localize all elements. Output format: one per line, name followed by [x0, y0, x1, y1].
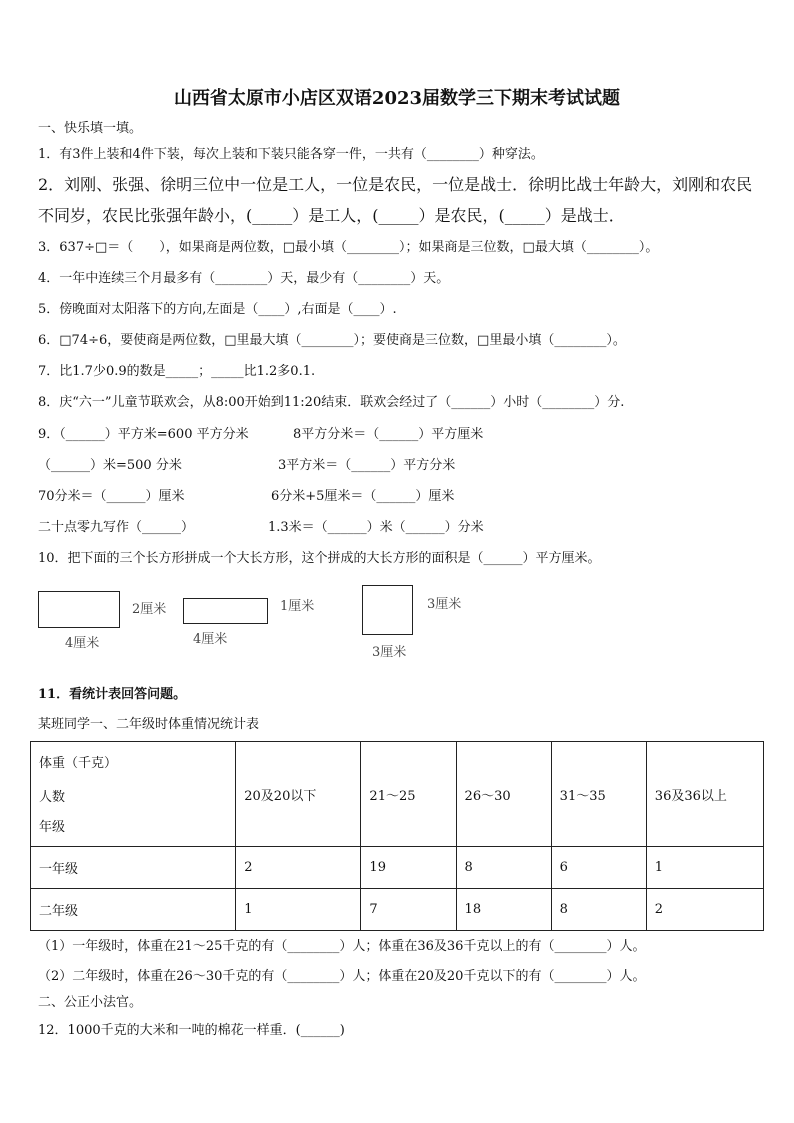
rectangle-1-height-label: 2厘米 [132, 602, 167, 617]
table-cell: 18 [456, 889, 551, 931]
table-row [31, 847, 764, 889]
question-9-row-3-left: 70分米＝（______）厘米 [38, 489, 185, 504]
question-9-row-3-right: 6分米+5厘米＝（______）厘米 [271, 489, 455, 504]
table-cell: 8 [456, 847, 551, 889]
table-row [31, 889, 764, 931]
column-header: 21～25 [361, 742, 456, 847]
row-label: 一年级 [31, 847, 236, 889]
rectangle-2-height-label: 1厘米 [280, 599, 315, 614]
question-9-row-1-left: 9．（______）平方米=600 平方分米 [38, 427, 249, 442]
rectangle-2-width-label: 4厘米 [193, 632, 228, 647]
column-header: 31～35 [551, 742, 646, 847]
question-9-row-2-right: 3平方米＝（______）平方分米 [278, 458, 456, 473]
question-7: 7．比1.7少0.9的数是_____；_____比1.2多0.1. [38, 364, 316, 379]
question-9-row-4-right: 1.3米＝（______）米（______）分米 [268, 520, 484, 535]
square-3x3 [362, 585, 413, 635]
table-cell: 2 [236, 847, 361, 889]
corner-count-label: 人数 [39, 790, 66, 805]
table-cell: 1 [236, 889, 361, 931]
square-side-label-right: 3厘米 [427, 597, 462, 612]
corner-weight-label: 体重（千克） [39, 756, 118, 771]
table-cell: 19 [361, 847, 456, 889]
table-cell: 2 [646, 889, 763, 931]
question-2-line-1: 2．刘刚、张强、徐明三位中一位是工人，一位是农民，一位是战士．徐明比战士年龄大，刘刚和农民 [38, 175, 753, 194]
table-caption: 某班同学一、二年级时体重情况统计表 [38, 717, 260, 732]
table-corner-header [31, 742, 236, 847]
column-header: 20及20以下 [236, 742, 361, 847]
rectangle-1-width-label: 4厘米 [65, 636, 100, 651]
question-11-part-1: （1）一年级时，体重在21～25千克的有（________）人；体重在36及36千克以上的有（________）人。 [38, 939, 646, 954]
question-11-part-2: （2）二年级时，体重在26～30千克的有（________）人；体重在20及20千克以下的有（________）人。 [38, 969, 646, 984]
question-5: 5．傍晚面对太阳落下的方向,左面是（____）,右面是（____）. [38, 302, 397, 317]
section-heading-2: 二、公正小法官。 [38, 995, 143, 1010]
table-cell: 6 [551, 847, 646, 889]
corner-grade-label: 年级 [39, 820, 66, 835]
question-11: 11．看统计表回答问题。 [38, 687, 187, 702]
square-side-label-bottom: 3厘米 [372, 645, 407, 660]
table-cell: 1 [646, 847, 763, 889]
table-cell: 8 [551, 889, 646, 931]
page-title: 山西省太原市小店区双语2023届数学三下期末考试试题 [173, 88, 621, 109]
question-4: 4．一年中连续三个月最多有（________）天，最少有（________）天。 [38, 271, 450, 286]
question-12: 12．1000千克的大米和一吨的棉花一样重．(______) [38, 1023, 345, 1038]
question-2-line-2: 不同岁，农民比张强年龄小，(_____）是工人，(_____）是农民，(_____）是战士． [38, 206, 625, 225]
rectangle-4x2 [38, 591, 120, 628]
question-9-row-2-left: （______）米=500 分米 [38, 458, 182, 473]
question-9-row-1-right: 8平方分米＝（______）平方厘米 [293, 427, 484, 442]
rectangle-4x1 [183, 598, 268, 624]
question-1: 1．有3件上装和4件下装，每次上装和下装只能各穿一件，一共有（________）种穿法。 [38, 147, 544, 162]
section-heading-1: 一、快乐填一填。 [38, 121, 143, 136]
table-cell: 7 [361, 889, 456, 931]
row-label: 二年级 [31, 889, 236, 931]
question-3: 3．637÷□＝（ ），如果商是两位数，□最小填（________）；如果商是三位数，□最大填（________）。 [38, 240, 659, 255]
question-8: 8．庆“六一”儿童节联欢会，从8:00开始到11:20结束．联欢会经过了（______）小时（________）分. [38, 395, 625, 410]
column-header: 36及36以上 [646, 742, 763, 847]
column-header: 26～30 [456, 742, 551, 847]
question-10: 10．把下面的三个长方形拼成一个大长方形，这个拼成的大长方形的面积是（______）平方厘米。 [38, 551, 601, 566]
question-9-row-4-left: 二十点零九写作（______） [38, 520, 195, 535]
question-6: 6．□74÷6，要使商是两位数，□里最大填（________）；要使商是三位数，□里最小填（________）。 [38, 333, 626, 348]
weight-statistics-table [30, 741, 764, 931]
